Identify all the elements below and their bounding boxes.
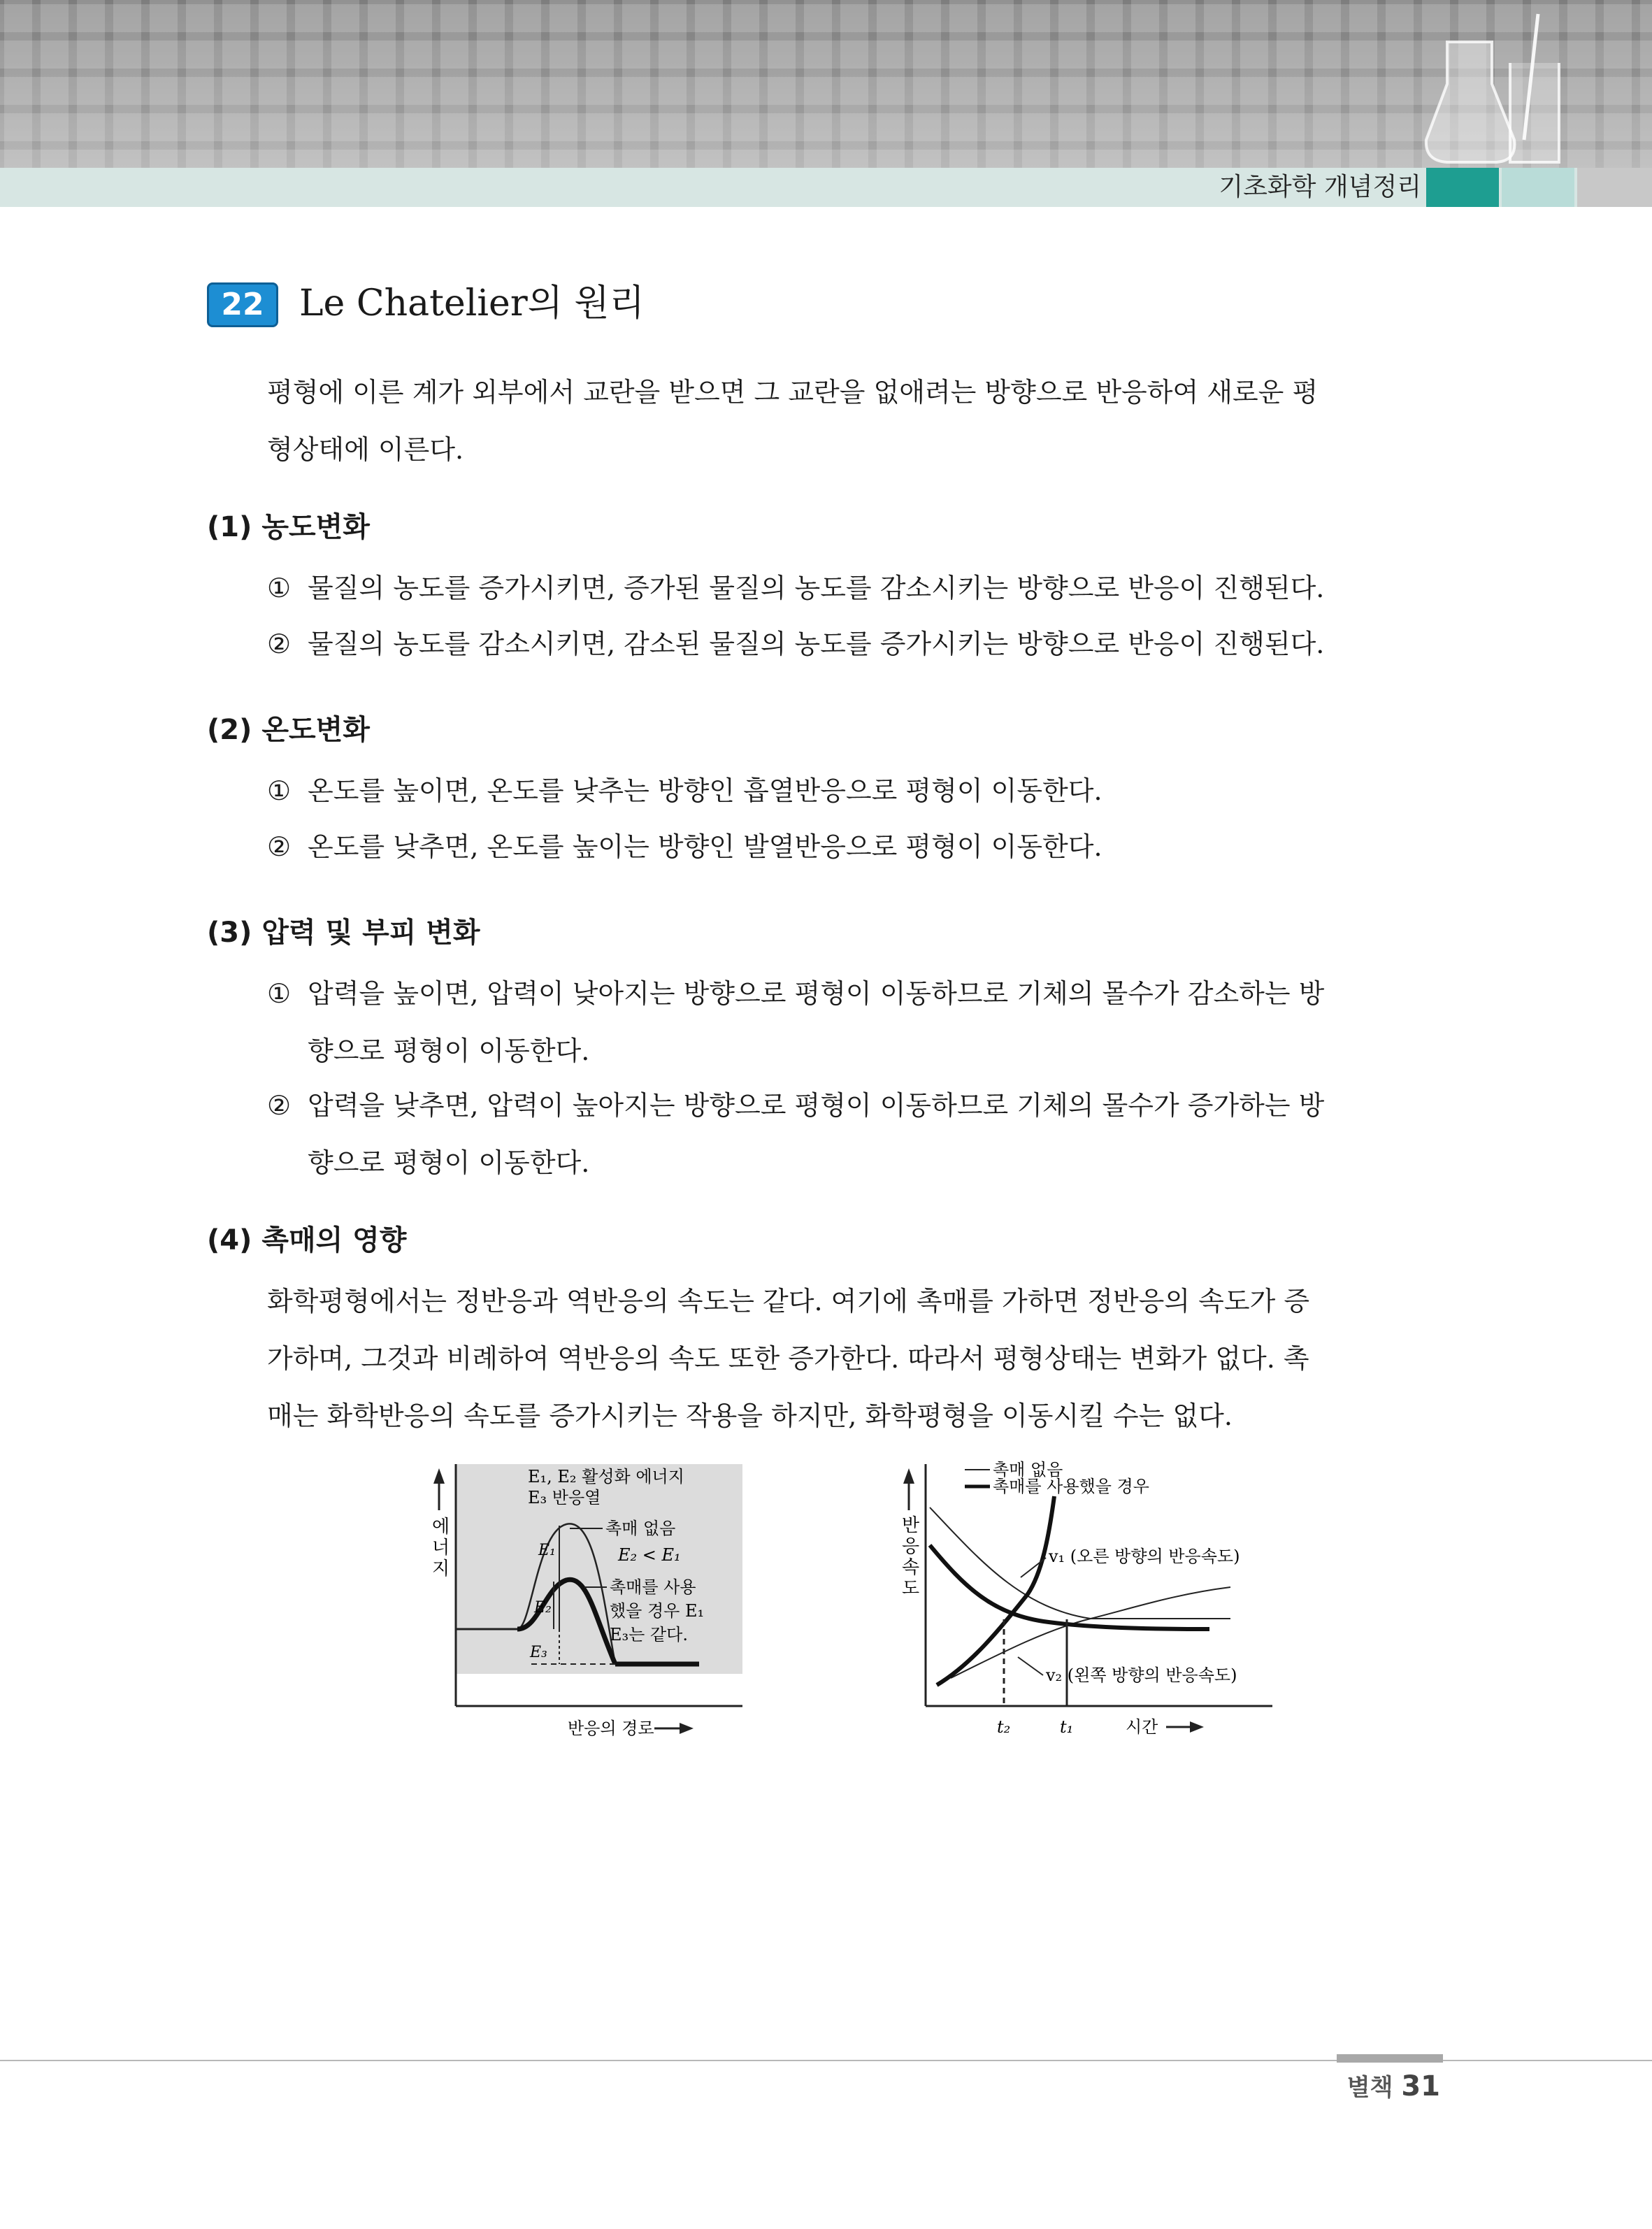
y-axis-arrow-head: [433, 1468, 445, 1484]
x-axis-label: 반응의 경로: [568, 1719, 654, 1738]
y-axis-label-char: 너: [432, 1538, 450, 1558]
header-banner: [0, 0, 1652, 168]
e2-label: E₂: [534, 1599, 552, 1617]
compare-label: E₂ < E₁: [618, 1545, 681, 1565]
item-marker: ①: [267, 775, 292, 806]
x-axis-arrow-head: [1190, 1721, 1204, 1733]
y-axis-label-char: 속: [902, 1557, 920, 1578]
item-marker: ②: [267, 1090, 292, 1121]
y-axis-label-char: 지: [432, 1558, 450, 1579]
legend-catalyst: 촉매를 사용했을 경우: [993, 1477, 1149, 1496]
y-axis-arrow-head: [903, 1468, 914, 1484]
footer-page-label: [1321, 2068, 1440, 2102]
energy-diagram: [419, 1454, 755, 1748]
legend-activation-energy: E₁, E₂ 활성화 에너지: [528, 1467, 684, 1486]
list-item: [267, 615, 1442, 673]
intro-line: 평형에 이른 계가 외부에서 교란을 받으면 그 교란을 없애려는 방향으로 반응하여 새로운 평: [267, 377, 1319, 408]
t1-label: t₁: [1060, 1717, 1074, 1737]
footer-booklet-label: 별책: [1346, 2074, 1393, 2102]
list-item: [267, 1077, 1442, 1191]
item-text: 압력을 낮추면, 압력이 높아지는 방향으로 평형이 이동하므로 기체의 몰수가 증가하는 방: [308, 1090, 1325, 1121]
paragraph-line: 매는 화학반응의 속도를 증가시키는 작용을 하지만, 화학평형을 이동시킬 수는 없다.: [267, 1400, 1233, 1431]
y-axis-label-char: 도: [902, 1578, 920, 1599]
y-axis-label-char: 에: [432, 1517, 450, 1538]
item-marker: ②: [267, 831, 292, 862]
item-text: 물질의 농도를 감소시키면, 감소된 물질의 농도를 증가시키는 방향으로 반응이 진행된다.: [308, 629, 1325, 659]
item-text: 온도를 높이면, 온도를 낮추는 방향인 흡열반응으로 평형이 이동한다.: [308, 775, 1102, 806]
list-item: [267, 965, 1442, 1080]
legend-no-catalyst: 촉매 없음: [993, 1460, 1063, 1479]
item-text-continued: 향으로 평형이 이동한다.: [308, 1035, 590, 1066]
e1-label: E₁: [538, 1542, 556, 1559]
section-title: Le Chatelier의 원리: [299, 282, 645, 324]
intro-paragraph: [267, 364, 1442, 478]
item-text-continued: 향으로 평형이 이동한다.: [308, 1147, 590, 1178]
subsection-heading-pressure: (3) 압력 및 부피 변화: [207, 917, 480, 949]
x-axis-label: 시간: [1126, 1717, 1158, 1737]
header-tab-teal: [1426, 168, 1499, 207]
item-marker: ①: [267, 573, 292, 603]
catalyst-label-line: E₃는 같다.: [610, 1625, 688, 1644]
item-text: 압력을 높이면, 압력이 낮아지는 방향으로 평형이 이동하므로 기체의 몰수가 감소하는 방: [308, 978, 1325, 1009]
page-number: 31: [1401, 2070, 1440, 2102]
legend-reaction-heat: E₃ 반응열: [528, 1488, 601, 1507]
header-tile-pattern: [0, 0, 1652, 168]
v2-pointer: [1018, 1657, 1043, 1675]
v2-no-catalyst-curve: [951, 1587, 1230, 1678]
subsection-heading-concentration: (1) 농도변화: [207, 511, 370, 543]
header-tab-light: [1502, 168, 1574, 207]
e3-label: E₃: [530, 1644, 547, 1661]
v1-label: v₁ (오른 방향의 반응속도): [1049, 1547, 1240, 1566]
item-marker: ①: [267, 978, 292, 1009]
rate-diagram: [881, 1454, 1300, 1748]
catalyst-label-line: 촉매를 사용: [610, 1577, 696, 1597]
t2-label: t₂: [997, 1717, 1011, 1737]
section-number-badge: 22: [207, 282, 278, 327]
subsection-heading-catalyst: (4) 촉매의 영향: [207, 1224, 407, 1256]
item-marker: ②: [267, 629, 292, 659]
x-axis-arrow-head: [680, 1723, 694, 1734]
item-text: 물질의 농도를 증가시키면, 증가된 물질의 농도를 감소시키는 방향으로 반응이 진행된다.: [308, 573, 1325, 603]
catalyst-paragraph: [267, 1273, 1442, 1445]
y-axis-label-char: 반: [902, 1515, 920, 1536]
lab-glassware-icon: [1419, 0, 1573, 168]
v2-label: v₂ (왼쪽 방향의 반응속도): [1046, 1665, 1237, 1685]
y-axis-label-char: 응: [902, 1536, 920, 1557]
intro-line: 형상태에 이른다.: [267, 434, 464, 465]
list-item: [267, 818, 1442, 875]
header-tab-gray: [1577, 168, 1652, 207]
list-item: [267, 762, 1442, 819]
header-title: 기초화학 개념정리: [1219, 173, 1421, 201]
paragraph-line: 가하며, 그것과 비례하여 역반응의 속도 또한 증가한다. 따라서 평형상태는 변화가 없다. 촉: [267, 1343, 1309, 1374]
catalyst-label-line: 했을 경우 E₁: [610, 1601, 705, 1621]
item-text: 온도를 낮추면, 온도를 높이는 방향인 발열반응으로 평형이 이동한다.: [308, 831, 1102, 862]
footer-tab: [1337, 2054, 1443, 2063]
list-item: [267, 559, 1442, 617]
subsection-heading-temperature: (2) 온도변화: [207, 714, 370, 746]
no-catalyst-label: 촉매 없음: [605, 1519, 676, 1538]
paragraph-line: 화학평형에서는 정반응과 역반응의 속도는 같다. 여기에 촉매를 가하면 정반응의 속도가 증: [267, 1286, 1310, 1317]
